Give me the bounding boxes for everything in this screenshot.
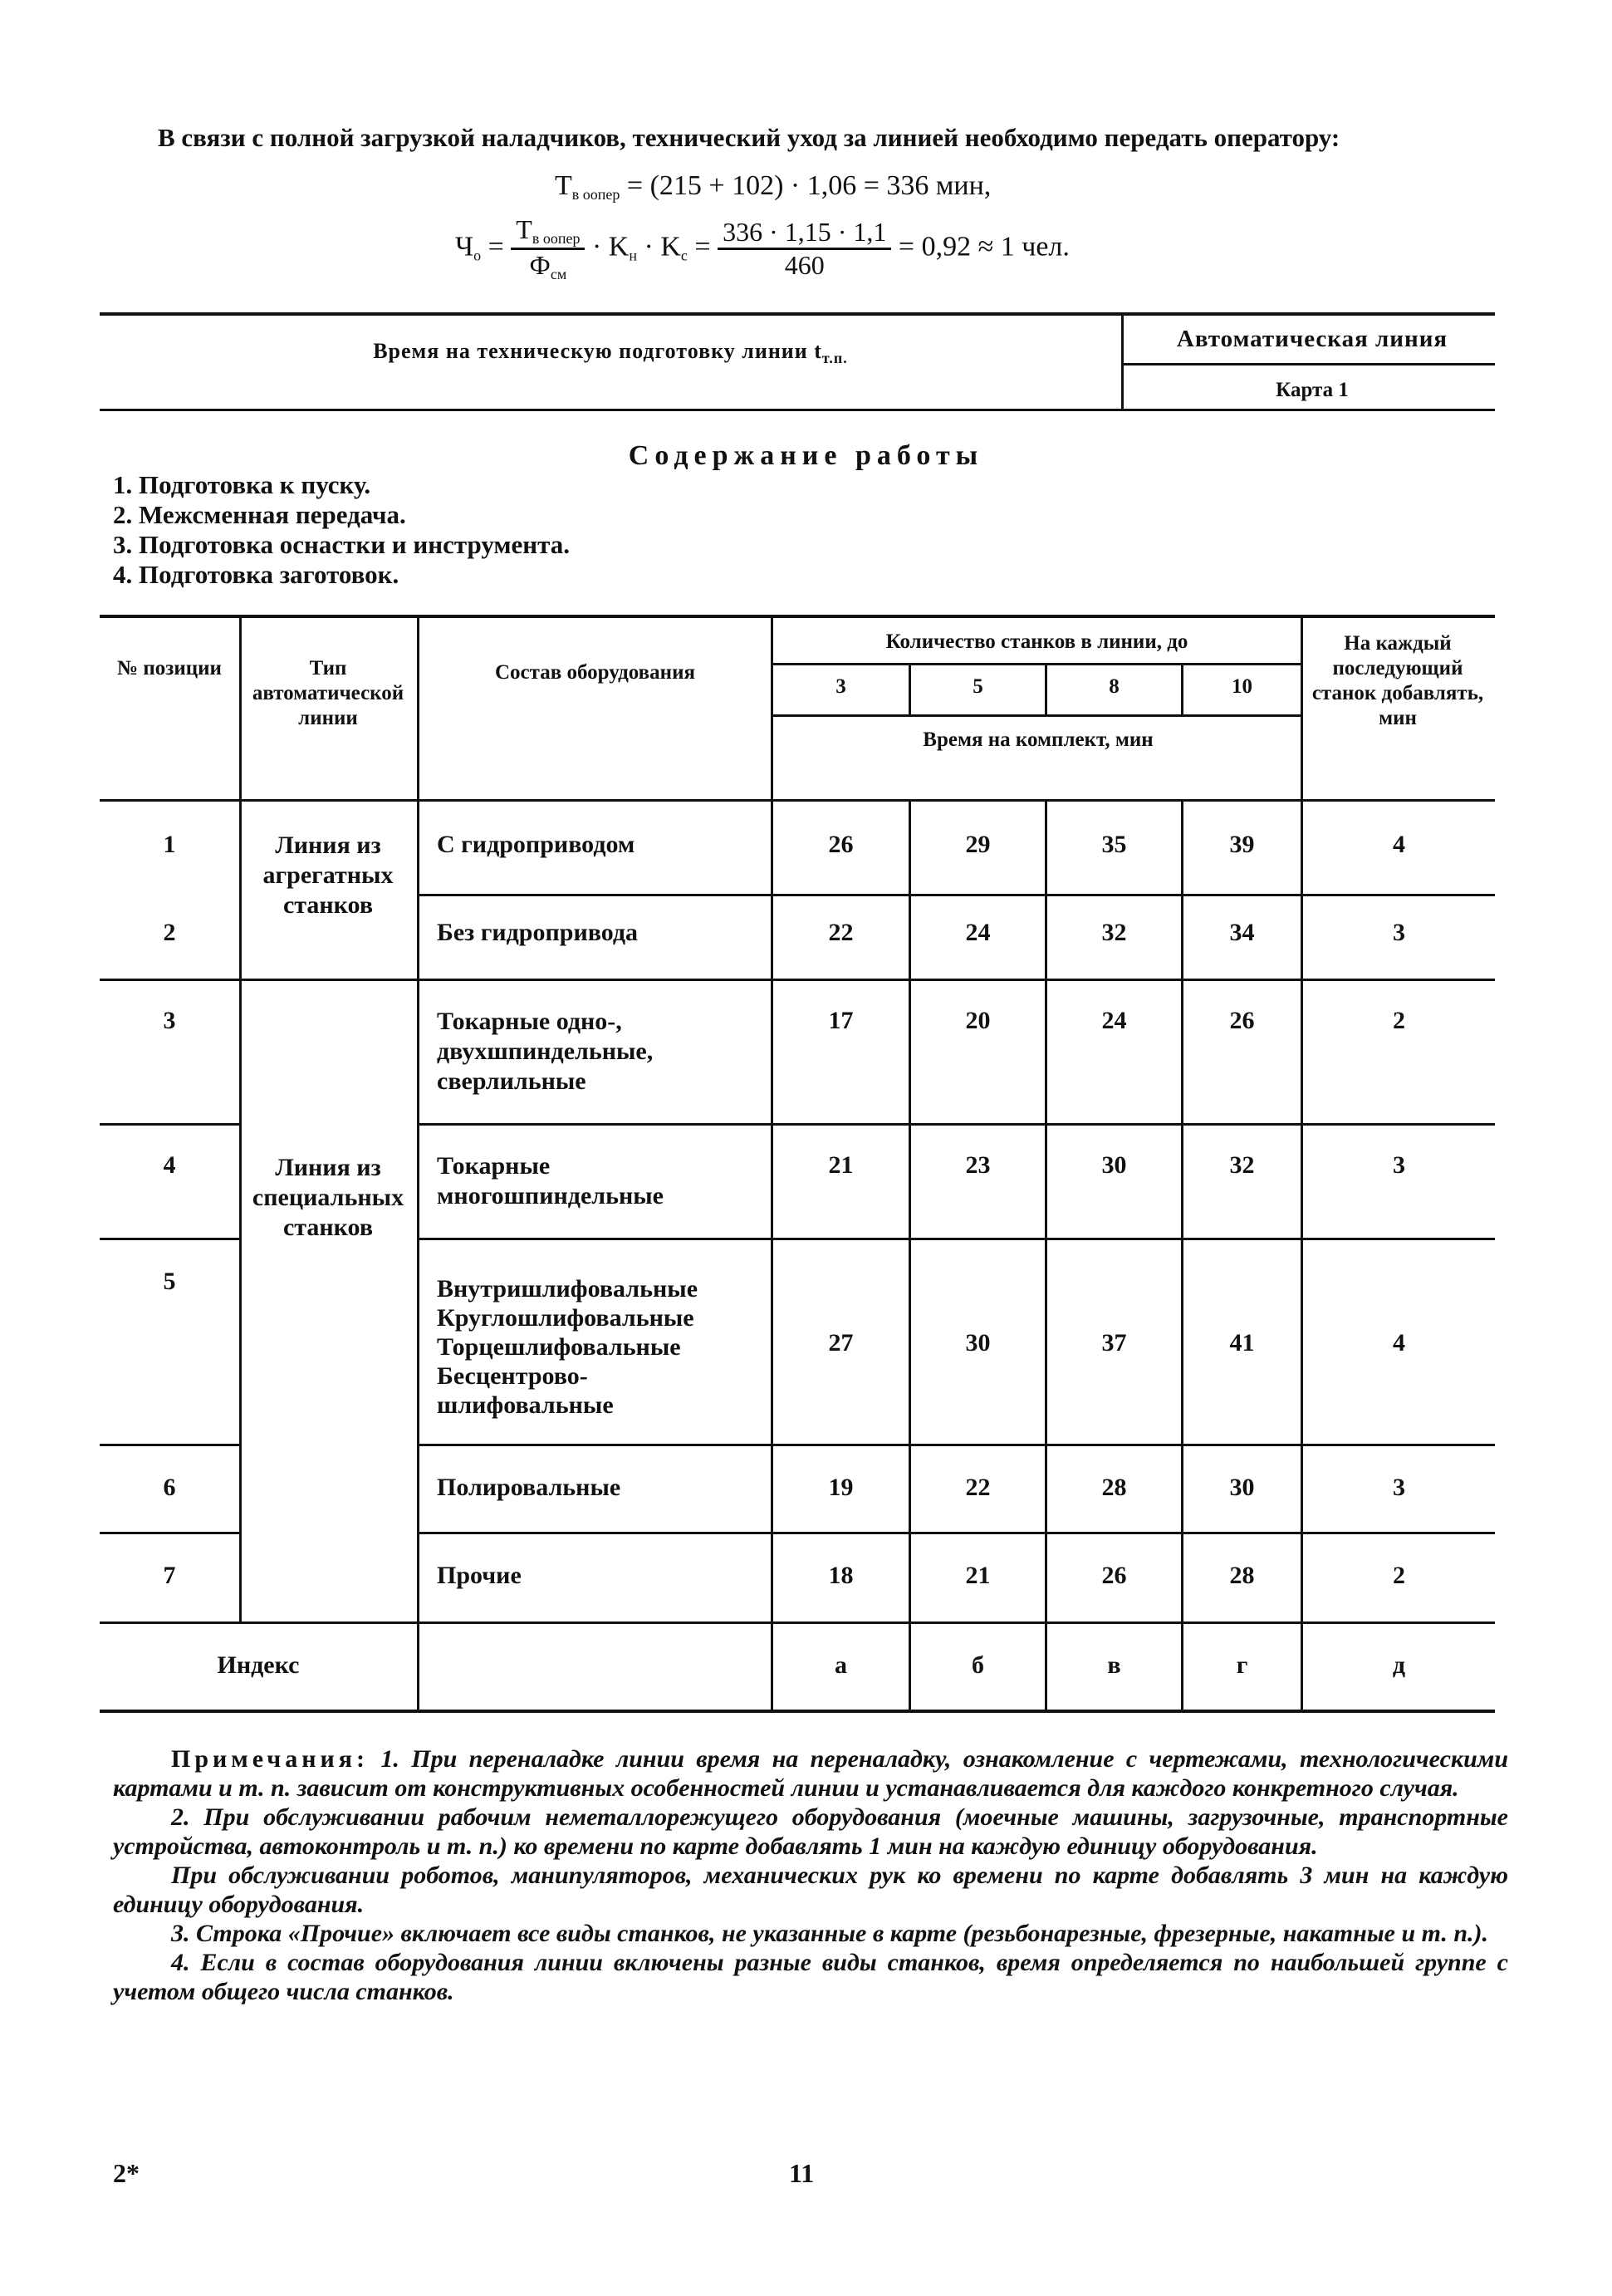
row-equipment: Прочие (437, 1562, 522, 1589)
card-number: Карта 1 (1276, 379, 1349, 401)
row-v5: 22 (965, 1474, 991, 1501)
card-title-text: Время на техническую подготовку линии t (373, 339, 822, 363)
row-v8: 24 (1101, 1007, 1127, 1034)
note-2: 2. При обслуживании рабочим неметаллорежущего оборудования (моечные машины, загрузочные, транспортные устройства, автоконтроль и т. п.) ко времени по карте добавлять 1 мин на каждую единицу оборудования. (113, 1803, 1508, 1860)
group-special-lines: Линия из специальных станков (252, 1154, 404, 1241)
table-top-rule (100, 615, 1495, 618)
footer-signature-mark: 2* (113, 2158, 140, 2188)
work-item: 2. Межсменная передача. (113, 500, 406, 529)
header-counts-rule (771, 714, 1301, 717)
header-position: № позиции (117, 657, 222, 679)
card-title-sub: т.п. (821, 350, 848, 366)
row-equipment: Токарные одно-, двухшпиндельные, сверлильные (437, 1008, 654, 1095)
row-rule (419, 1444, 1495, 1446)
formula1-lhs: T (555, 170, 572, 201)
formula-operators-count (455, 214, 1203, 293)
formula2-result: = 0,92 ≈ 1 чел. (898, 231, 1070, 262)
row-pos: 3 (163, 1007, 176, 1034)
formula2-eq: = (488, 231, 504, 262)
row-v8: 35 (1101, 831, 1127, 858)
formula2-k2-sub: с (680, 247, 688, 264)
col-rule (239, 616, 242, 1623)
header-count-rule (771, 663, 1301, 665)
row-pos: 6 (163, 1474, 176, 1501)
header-bottom-rule (100, 799, 1495, 802)
card-line-name: Автоматическая линия (1176, 326, 1448, 352)
row-v3: 22 (828, 919, 854, 946)
col-rule (417, 616, 419, 1711)
row-v8: 26 (1101, 1562, 1127, 1589)
index-value: д (1392, 1651, 1406, 1679)
row-equipment: Без гидропривода (437, 919, 639, 946)
formula2-fraction (511, 214, 585, 283)
row-v8: 30 (1101, 1151, 1127, 1179)
card-divider (1121, 312, 1124, 410)
formula1-rhs: = (215 + 102) · 1,06 = 336 мин, (626, 170, 992, 201)
row-add: 2 (1393, 1562, 1405, 1589)
row-v10: 30 (1229, 1474, 1255, 1501)
row-add: 4 (1393, 1329, 1405, 1357)
row-rule (100, 1123, 241, 1126)
formula2-frac-den-sub: см (550, 266, 567, 282)
notes (113, 1744, 1508, 2006)
row-v3: 27 (828, 1329, 854, 1357)
header-equipment: Состав оборудования (494, 661, 695, 684)
header-count-8: 8 (1109, 675, 1120, 698)
row-pos: 7 (163, 1562, 176, 1589)
row-rule (419, 1532, 1495, 1534)
row-v8: 28 (1101, 1474, 1127, 1501)
formula2-lhs: Ч (455, 231, 474, 262)
row-rule (100, 979, 1495, 981)
row-v5: 30 (965, 1329, 991, 1357)
row-rule (100, 1238, 241, 1240)
card-bottom-rule (100, 409, 1495, 411)
header-count-5: 5 (973, 675, 983, 698)
row-v10: 28 (1229, 1562, 1255, 1589)
row-rule (100, 1621, 1495, 1624)
row-v10: 41 (1229, 1329, 1255, 1357)
note-1 (113, 1744, 1508, 1803)
row-equipment: Полировальные (437, 1474, 621, 1501)
formula2-k1-sub: н (629, 247, 637, 264)
note-2b: При обслуживании роботов, манипуляторов, механических рук ко времени по карте добавлять 3 мин на каждую единицу оборудования. (113, 1862, 1508, 1918)
header-each-next: На каждый последующий станок добавлять, мин (1311, 632, 1484, 729)
index-value: а (835, 1651, 847, 1679)
row-v3: 21 (828, 1151, 854, 1179)
formula2-eq2: = (694, 231, 711, 262)
formula-operator-time (555, 170, 991, 204)
formula2-frac-den: Ф (529, 250, 551, 280)
group-aggregate-lines: Линия из агрегатных станков (262, 832, 394, 919)
formula2-mult: · K (591, 231, 630, 262)
row-rule (100, 1532, 241, 1534)
formula2-k2: · K (644, 231, 681, 262)
row-v8: 37 (1101, 1329, 1127, 1357)
row-v10: 26 (1229, 1007, 1255, 1034)
header-count-10: 10 (1232, 675, 1252, 698)
row-rule (100, 1444, 241, 1446)
formula2-num2: 336 · 1,15 · 1,1 (718, 217, 891, 250)
formula1-sub: в оопер (571, 186, 620, 203)
note-4: 4. Если в состав оборудования линии включены разные виды станков, время определяется по наибольшей группе с учетом общего числа станков. (113, 1949, 1508, 2005)
row-equipment: Токарные многошпиндельные (437, 1152, 664, 1209)
row-v3: 19 (828, 1474, 854, 1501)
row-rule (419, 1123, 1495, 1126)
card-title (100, 339, 1121, 367)
formula2-frac-num: T (516, 214, 532, 244)
card-top-rule (100, 312, 1495, 316)
row-v5: 21 (965, 1562, 991, 1589)
row-v10: 39 (1229, 831, 1255, 858)
header-line-type: Тип автоматической линии (252, 657, 404, 729)
row-pos: 1 (163, 831, 176, 858)
notes-label: Примечания: (171, 1745, 370, 1773)
row-v5: 20 (965, 1007, 991, 1034)
note-1-text: 1. При переналадке линии время на переналадку, ознакомление с чертежами, технологическими картами и т. п. зависит от конструктивных особенностей линии и устанавливается для каждого конкретного случая. (113, 1745, 1509, 1802)
index-label: Индекс (217, 1651, 300, 1679)
row-equipment: Внутришлифовальные Круглошлифовальные Торцешлифовальные Бесцентрово-шлифовальные (437, 1275, 698, 1419)
index-value: г (1236, 1651, 1248, 1679)
table-bottom-rule (100, 1710, 1495, 1713)
row-add: 4 (1393, 831, 1405, 858)
row-add: 2 (1393, 1007, 1405, 1034)
intro-text: В связи с полной загрузкой наладчиков, технический уход за линией необходимо передать оператору: (158, 123, 1340, 152)
card-inner-rule (1123, 363, 1495, 365)
index-value: б (972, 1651, 984, 1679)
header-count-3: 3 (835, 675, 846, 698)
row-v3: 18 (828, 1562, 854, 1589)
row-add: 3 (1393, 1151, 1405, 1179)
row-pos: 2 (163, 919, 176, 946)
row-v3: 17 (828, 1007, 854, 1034)
row-rule (419, 894, 1495, 896)
work-list (113, 470, 570, 590)
formula2-lhs-sub: о (473, 247, 482, 264)
formula2-frac-num-sub: в оопер (532, 230, 581, 247)
row-pos: 5 (163, 1268, 176, 1295)
row-v3: 26 (828, 831, 854, 858)
formula2-numeric-fraction (718, 217, 891, 281)
row-rule (419, 1238, 1495, 1240)
row-v5: 29 (965, 831, 991, 858)
content-heading: Содержание работы (628, 440, 984, 471)
row-v5: 24 (965, 919, 991, 946)
work-item: 1. Подготовка к пуску. (113, 470, 371, 499)
work-item: 4. Подготовка заготовок. (113, 560, 399, 589)
formula2-den2: 460 (784, 250, 825, 280)
row-v8: 32 (1101, 919, 1127, 946)
row-equipment: С гидроприводом (437, 831, 635, 858)
header-time-per-set: Время на комплект, мин (923, 729, 1154, 751)
row-v10: 34 (1229, 919, 1255, 946)
row-v10: 32 (1229, 1151, 1255, 1179)
index-value: в (1107, 1651, 1121, 1679)
page-number: 11 (789, 2158, 815, 2188)
header-machine-count: Количество станков в линии, до (885, 630, 1188, 653)
row-pos: 4 (163, 1151, 176, 1179)
note-3: 3. Строка «Прочие» включает все виды станков, не указанные в карте (резьбонарезные, фрезерные, накатные и т. п.). (171, 1920, 1489, 1947)
row-add: 3 (1393, 919, 1405, 946)
row-v5: 23 (965, 1151, 991, 1179)
work-item: 3. Подготовка оснастки и инструмента. (113, 530, 571, 559)
row-add: 3 (1393, 1474, 1405, 1501)
